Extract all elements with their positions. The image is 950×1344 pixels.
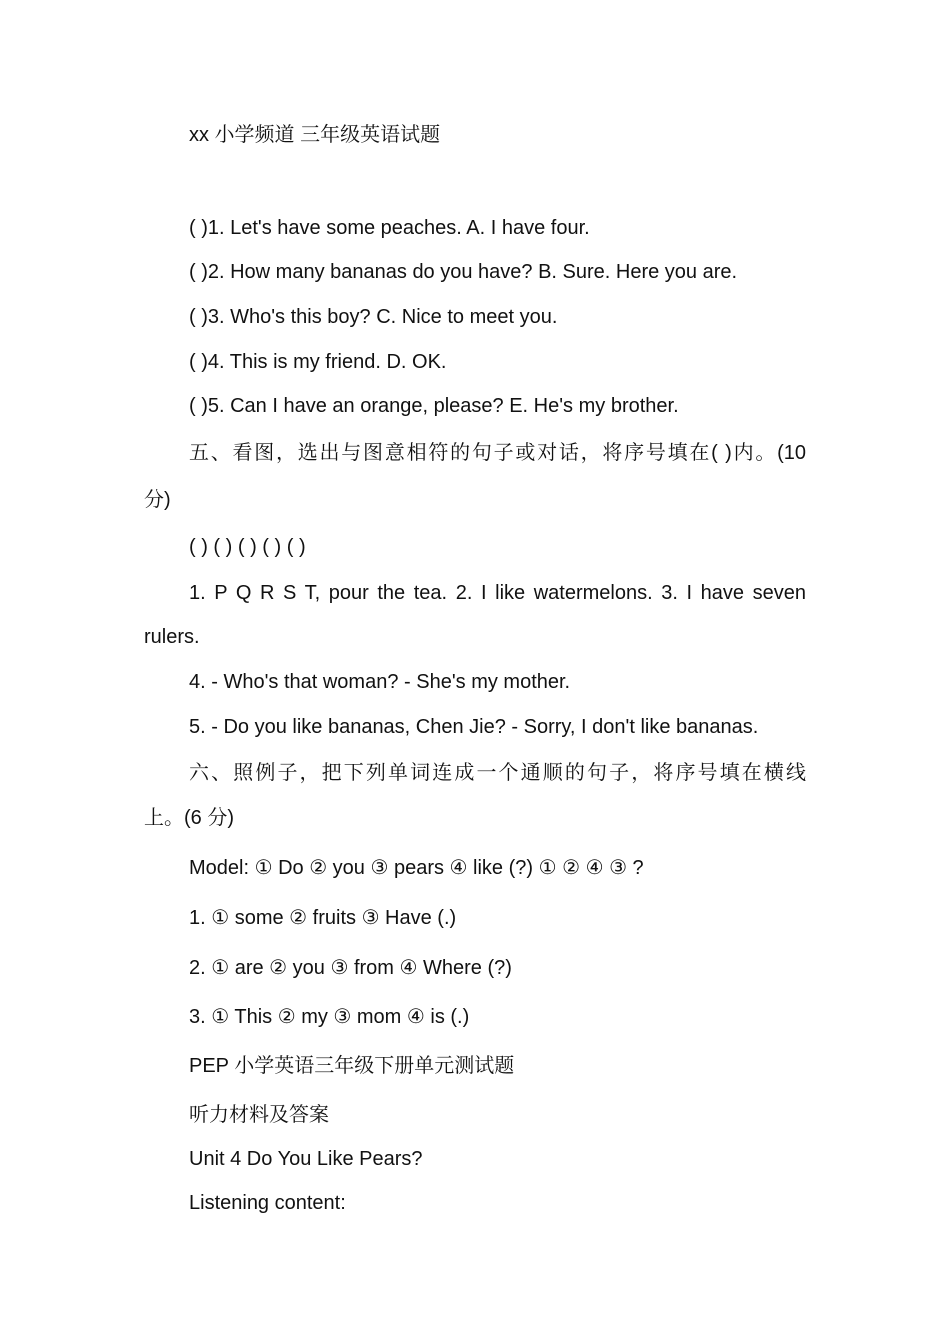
- section6-model: Model: ① Do ② you ③ pears ④ like (?) ① ② ④ ③ ?: [189, 857, 644, 879]
- matching-item-1: ( )1. Let's have some peaches. A. I have four.: [189, 217, 590, 239]
- section5-option-5: 5. - Do you like bananas, Chen Jie? - Sorry, I don't like bananas.: [189, 716, 759, 738]
- unit-title: Unit 4 Do You Like Pears?: [189, 1148, 423, 1170]
- section5-heading: 五、看图，选出与图意相符的句子或对话，将序号填在( )内。(10: [189, 442, 806, 464]
- matching-item-2: ( )2. How many bananas do you have? B. Sure. Here you are.: [189, 261, 738, 283]
- section5-options-continued: rulers.: [144, 626, 200, 648]
- section5-heading-continued: 分): [144, 489, 171, 511]
- section6-question-2: 2. ① are ② you ③ from ④ Where (?): [189, 957, 512, 979]
- book-title: PEP 小学英语三年级下册单元测试题: [189, 1055, 515, 1077]
- listening-content-label: Listening content:: [189, 1192, 346, 1214]
- section5-option-4: 4. - Who's that woman? - She's my mother.: [189, 671, 571, 693]
- section6-heading-continued: 上。(6 分): [144, 807, 234, 829]
- section5-options-1-3: 1. P Q R S T, pour the tea. 2. I like watermelons. 3. I have seven: [189, 582, 806, 604]
- section5-answer-blanks: ( ) ( ) ( ) ( ) ( ): [189, 536, 306, 558]
- matching-item-4: ( )4. This is my friend. D. OK.: [189, 351, 447, 373]
- section6-heading: 六、照例子，把下列单词连成一个通顺的句子，将序号填在横线: [189, 762, 806, 784]
- section6-question-1: 1. ① some ② fruits ③ Have (.): [189, 907, 457, 929]
- section6-question-3: 3. ① This ② my ③ mom ④ is (.): [189, 1006, 470, 1028]
- page-title: xx 小学频道 三年级英语试题: [189, 124, 441, 146]
- answer-key-subtitle: 听力材料及答案: [189, 1104, 329, 1126]
- matching-item-3: ( )3. Who's this boy? C. Nice to meet you.: [189, 306, 558, 328]
- matching-item-5: ( )5. Can I have an orange, please? E. He's my brother.: [189, 395, 679, 417]
